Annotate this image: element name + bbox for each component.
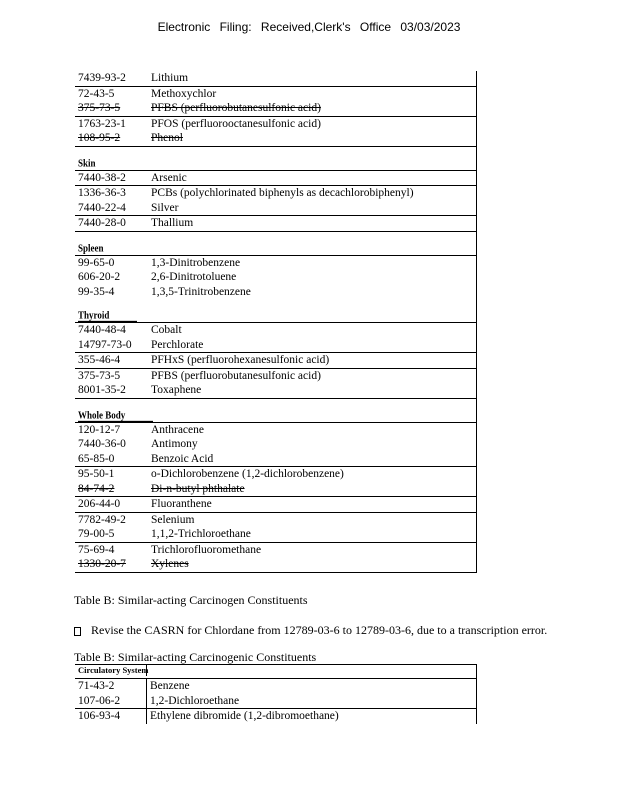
casrn-cell: 108-95-2 [78,132,121,144]
constituent-name-cell: PCBs (polychlorinated biphenyls as decachlorobiphenyl) [151,187,414,199]
constituent-name-cell: Cobalt [151,324,182,336]
table-row [75,466,476,482]
table-row [75,185,476,201]
constituent-name-cell: PFBS (perfluorobutanesulfonic acid) [151,102,321,114]
section-label-spleen: Spleen [78,241,104,254]
circulatory-rows [75,678,476,724]
section-label-whole-body: Whole Body [75,409,476,422]
table-row [75,270,476,285]
casrn-cell: 375-73-5 [78,369,121,382]
table-row [75,527,476,542]
constituent-name-cell: 1,1,2-Trichloroethane [151,528,251,540]
caption-table-b: Table B: Similar-acting Carcinogen Constituents [74,593,308,607]
constituent-name-cell: PFHxS (perfluorohexanesulfonic acid) [151,354,330,366]
table-row [75,708,476,724]
casrn-cell: 355-46-4 [78,354,121,366]
table-row [75,383,476,398]
table-row [75,694,476,709]
casrn-cell: 375-73-5 [78,102,121,114]
casrn-cell: 7439-93-2 [78,72,126,84]
casrn-cell: 606-20-2 [78,271,121,283]
thyroid-rows [75,322,476,398]
table-row [75,496,476,512]
casrn-cell: 107-06-2 [75,694,147,709]
empty-cell [147,665,476,678]
casrn-cell: 14797-73-0 [78,338,132,351]
table-row [75,201,476,216]
constituent-name-cell: Phenol [151,132,183,144]
table-row [75,170,476,186]
table-row [75,215,476,231]
constituents-table [75,71,477,573]
bullet-box-icon [74,627,81,636]
constituent-name-cell: o-Dichlorobenzene (1,2-dichlorobenzene) [151,468,344,480]
constituent-name-cell: Toxaphene [151,384,202,396]
constituent-name-cell: Benzoic Acid [151,452,214,465]
table-row [75,542,476,558]
constituent-name-cell: Anthracene [151,423,204,436]
revision-note [74,623,547,638]
section-label-skin: Skin [78,156,96,169]
casrn-cell: 1330-20-7 [78,558,126,570]
constituent-name-cell: Xylenes [151,558,189,570]
casrn-cell: 7440-48-4 [78,324,126,336]
casrn-cell: 7440-28-0 [78,217,126,229]
casrn-cell: 75-69-4 [78,543,115,556]
table-row [75,116,476,132]
top-rows [75,71,476,146]
table-row [75,101,476,116]
casrn-cell: 99-65-0 [78,256,115,269]
table-row [75,86,476,102]
constituent-name-cell: Silver [151,201,179,214]
constituent-name-cell: Arsenic [151,171,187,184]
table-row [75,368,476,384]
table-row [75,352,476,368]
constituent-name-cell: Perchlorate [151,338,204,351]
section-row [75,665,476,678]
casrn-cell: 7440-38-2 [78,171,126,184]
constituent-name-cell: Thallium [151,217,194,229]
casrn-cell: 65-85-0 [78,452,115,465]
casrn-cell: 1763-23-1 [78,117,126,130]
constituent-name-cell: Fluoranthene [151,498,212,510]
table-row [75,256,476,271]
table-row [75,131,476,146]
table-row [75,422,476,438]
table-row [75,678,476,694]
casrn-cell: 7440-22-4 [78,201,126,214]
constituent-name-cell: Ethylene dibromide (1,2-dibromoethane) [150,710,339,722]
filing-header: Electronic Filing: Received,Clerk's Office 03/03/2023 [157,20,461,34]
table-row [75,285,476,300]
table-row [75,338,476,353]
constituent-name-cell: PFOS (perfluorooctanesulfonic acid) [151,117,321,130]
carcinogenic-table [75,664,477,724]
constituent-name-cell: 1,2-Dichloroethane [150,694,240,707]
constituent-name-cell: Selenium [151,513,195,526]
constituent-name-cell: 2,6-Dinitrotoluene [151,271,237,283]
casrn-cell: 72-43-5 [78,87,115,100]
casrn-cell: 99-35-4 [78,285,115,298]
casrn-cell: 7782-49-2 [78,513,126,526]
constituent-name-cell: 1,3,5-Trinitrobenzene [151,285,251,298]
table-row [75,71,476,86]
constituent-name-cell: Benzene [150,680,190,692]
skin-rows [75,170,476,231]
casrn-cell: 84-74-2 [78,482,115,495]
casrn-cell: 1336-36-3 [78,187,126,199]
constituent-name-cell: PFBS (perfluorobutanesulfonic acid) [151,369,321,382]
whole-body-rows [75,422,476,572]
section-label-circulatory: Circulatory System [75,665,147,676]
constituent-name-cell: Trichlorofluoromethane [151,543,262,556]
revision-text: Revise the CASRN for Chlordane from 12789-03-6 to 12789-03-6, due to a transcription error. [91,623,548,637]
table-row [75,482,476,497]
constituent-name-cell: Lithium [151,72,189,84]
casrn-cell: 95-50-1 [78,468,115,480]
spleen-rows [75,255,476,300]
constituent-name-cell: Antimony [151,438,198,450]
table-row [75,322,476,338]
constituent-name-cell: Di-n-butyl phthalate [151,482,245,495]
casrn-cell: 71-43-2 [75,679,147,694]
casrn-cell: 8001-35-2 [78,384,126,396]
constituent-name-cell: 1,3-Dinitrobenzene [151,256,241,269]
table-row [75,557,476,572]
casrn-cell: 7440-36-0 [78,438,126,450]
casrn-cell: 79-00-5 [78,528,115,540]
caption-table-b-2: Table B: Similar-acting Carcinogenic Constituents [74,650,317,664]
table-row [75,452,476,467]
table-row [75,437,476,452]
casrn-cell: 206-44-0 [78,498,121,510]
casrn-cell: 106-93-4 [75,709,147,724]
casrn-cell: 120-12-7 [78,423,121,436]
section-label-thyroid: Thyroid [75,309,476,322]
table-row [75,512,476,528]
constituent-name-cell: Methoxychlor [151,87,217,100]
